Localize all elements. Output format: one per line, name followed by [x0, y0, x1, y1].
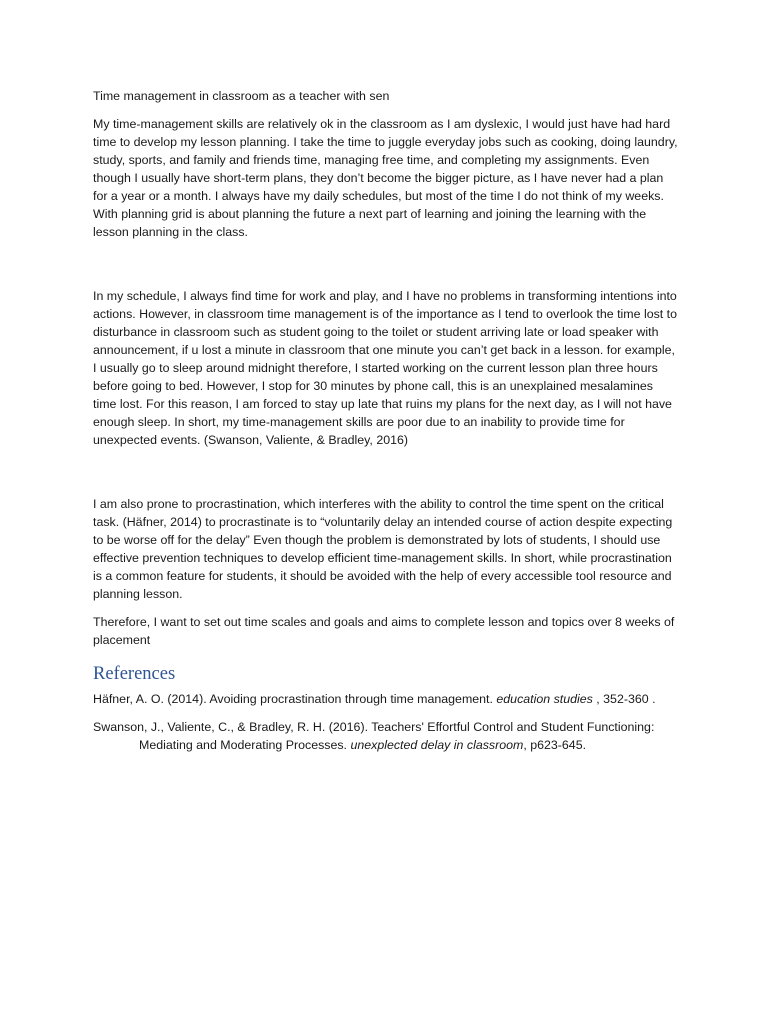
reference-pages: , p623-645. [523, 738, 587, 752]
document-body [93, 87, 678, 764]
reference-text: Swanson, J., Valiente, C., & Bradley, R. H. (2016). Teachers' Effortful Control and Student Functioning: Mediating and Moderating Processes. [93, 720, 655, 752]
paragraph-1: My time-management skills are relatively ok in the classroom as I am dyslexic, I would just have had hard time to develop my lesson planning. I take the time to juggle everyday jobs such as cooking, doing laundry, study, sports, and family and friends time, managing free time, and completing my assignments. Even though I usually have short-term plans, they don’t become the bigger picture, as I have never had a plan for a year or a month. I always have my daily schedules, but most of the time I do not think of my weeks. With planning grid is about planning the future a next part of learning and joining the learning with the lesson planning in the class. [93, 117, 678, 239]
reference-source: education studies [496, 692, 593, 706]
paragraph-4: Therefore, I want to set out time scales and goals and aims to complete lesson and topics over 8 weeks of placement [93, 615, 675, 647]
reference-text: Häfner, A. O. (2014). Avoiding procrastination through time management. [93, 692, 497, 706]
reference-source: unexplected delay in classroom [350, 738, 524, 752]
reference-entry [93, 718, 678, 754]
reference-entry [93, 690, 678, 708]
references-heading: References [93, 664, 176, 684]
document-title: Time management in classroom as a teacher with sen [93, 89, 390, 103]
paragraph-2: In my schedule, I always find time for work and play, and I have no problems in transforming intentions into actions. However, in classroom time management is of the importance as I tend to overlook the time lost to disturbance in classroom such as student going to the toilet or student arriving late or load speaker with announcement, if u lost a minute in classroom that one minute you can’t get back in a lesson. for example, I usually go to sleep around midnight therefore, I started working on the current lesson plan three hours before going to bed. However, I stop for 30 minutes by phone call, this is an unexplained mesalamines time lost. For this reason, I am forced to stay up late that ruins my plans for the next day, as I will not have enough sleep. In short, my time-management skills are poor due to an inability to provide time for unexpected events. (Swanson, Valiente, & Bradley, 2016) [93, 289, 678, 447]
reference-pages: , 352-360 . [592, 692, 656, 706]
paragraph-3: I am also prone to procrastination, which interferes with the ability to control the time spent on the critical task. (Häfner, 2014) to procrastinate is to “voluntarily delay an intended course of action despite expecting to be worse off for the delay” Even though the problem is demonstrated by lots of students, I should use effective prevention techniques to develop efficient time-management skills. In short, while procrastination is a common feature for students, it should be avoided with the help of every accessible tool resource and planning lesson. [93, 497, 673, 601]
